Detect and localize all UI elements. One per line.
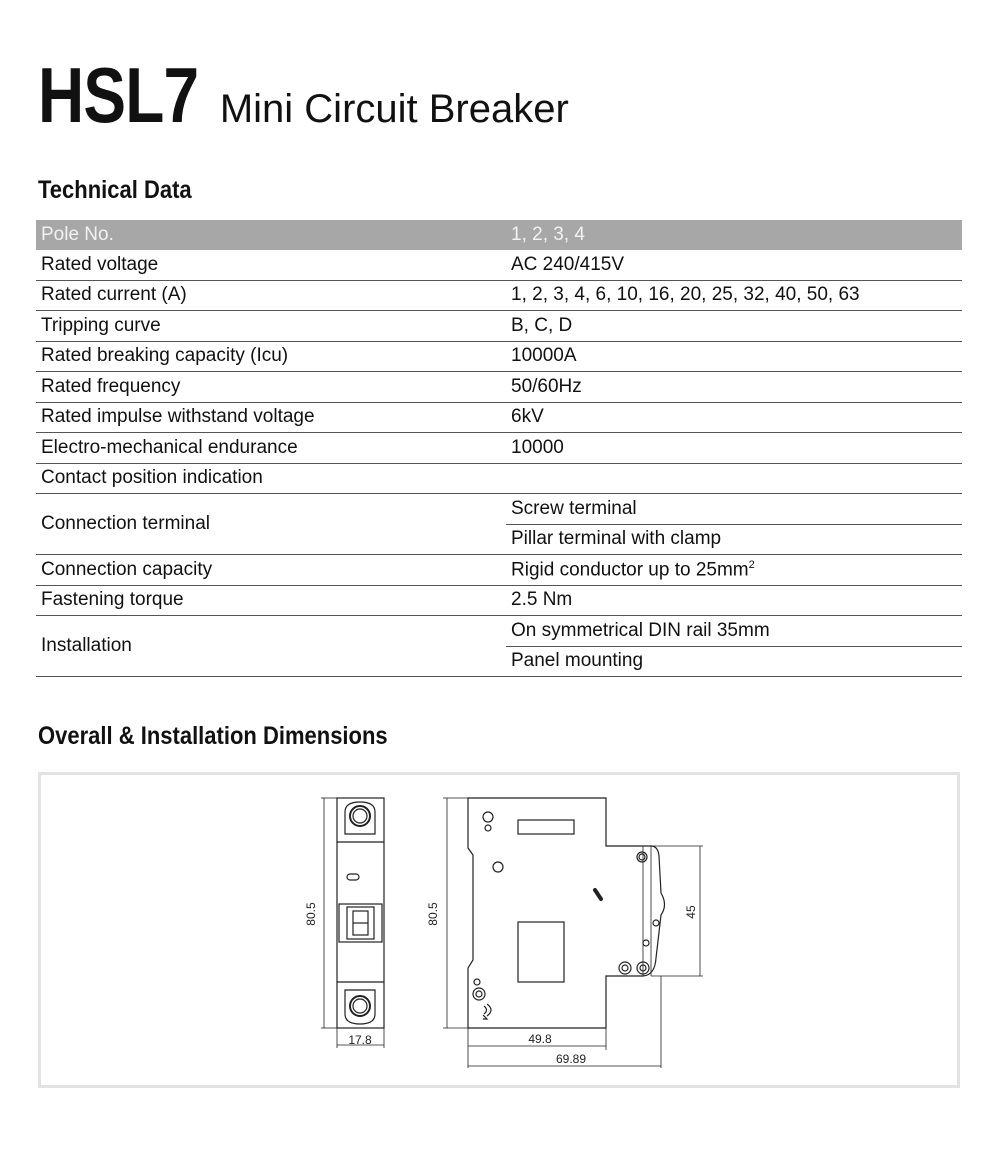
row-value: 2.5 Nm [506,585,962,616]
table-row [36,494,962,525]
row-label: Rated breaking capacity (Icu) [36,341,506,372]
table-row [36,433,962,464]
row-label: Rated frequency [36,372,506,403]
technical-data-heading: Technical Data [38,176,192,204]
capacity-superscript: 2 [748,558,755,571]
row-label: Fastening torque [36,585,506,616]
row-label: Connection capacity [36,555,506,586]
table-row [36,585,962,616]
row-value: 50/60Hz [506,372,962,403]
row-value [506,463,962,494]
dimension-drawing [41,775,957,1085]
row-value: AC 240/415V [506,250,962,280]
table-row [36,250,962,280]
table-row [36,402,962,433]
table-row [36,555,962,586]
front-body-outline [337,798,384,1028]
table-row [36,341,962,372]
overall-width-label: 69.89 [555,1052,587,1066]
row-label: Electro-mechanical endurance [36,433,506,464]
row-value: B, C, D [506,311,962,342]
dimensions-heading: Overall & Installation Dimensions [38,722,388,750]
row-label: Contact position indication [36,463,506,494]
table-row [36,280,962,311]
side-height-label: 80.5 [426,902,440,926]
table-row [36,372,962,403]
pole-label: Pole No. [36,220,506,250]
capacity-text: Rigid conductor up to 25mm [511,558,749,580]
row-label: Installation [36,616,506,677]
front-height-label: 80.5 [304,902,318,926]
inner-width-label: 49.8 [528,1032,552,1046]
rail-height-label: 45 [684,905,698,919]
model-name: HSL7 [38,51,199,139]
row-value: 1, 2, 3, 4, 6, 10, 16, 20, 25, 32, 40, 50, 63 [506,280,962,311]
row-value: 10000A [506,341,962,372]
page-title [38,50,569,140]
row-value: 6kV [506,402,962,433]
pole-value: 1, 2, 3, 4 [506,220,962,250]
table-row [36,463,962,494]
row-label: Tripping curve [36,311,506,342]
row-label: Rated impulse withstand voltage [36,402,506,433]
row-value: Panel mounting [506,646,962,677]
row-value [506,555,962,586]
row-value: 10000 [506,433,962,464]
side-view [443,798,703,1068]
row-value: Screw terminal [506,494,962,525]
front-view [321,798,384,1048]
table-row [36,616,962,647]
front-width-label: 17.8 [348,1033,372,1047]
row-label: Rated current (A) [36,280,506,311]
table-header-row [36,220,962,250]
table-row [36,311,962,342]
dimension-drawing-frame [38,772,960,1088]
row-value: On symmetrical DIN rail 35mm [506,616,962,647]
technical-data-table [36,220,962,677]
row-label: Rated voltage [36,250,506,280]
row-value: Pillar terminal with clamp [506,524,962,555]
product-subtitle: Mini Circuit Breaker [219,87,569,131]
row-label: Connection terminal [36,494,506,555]
